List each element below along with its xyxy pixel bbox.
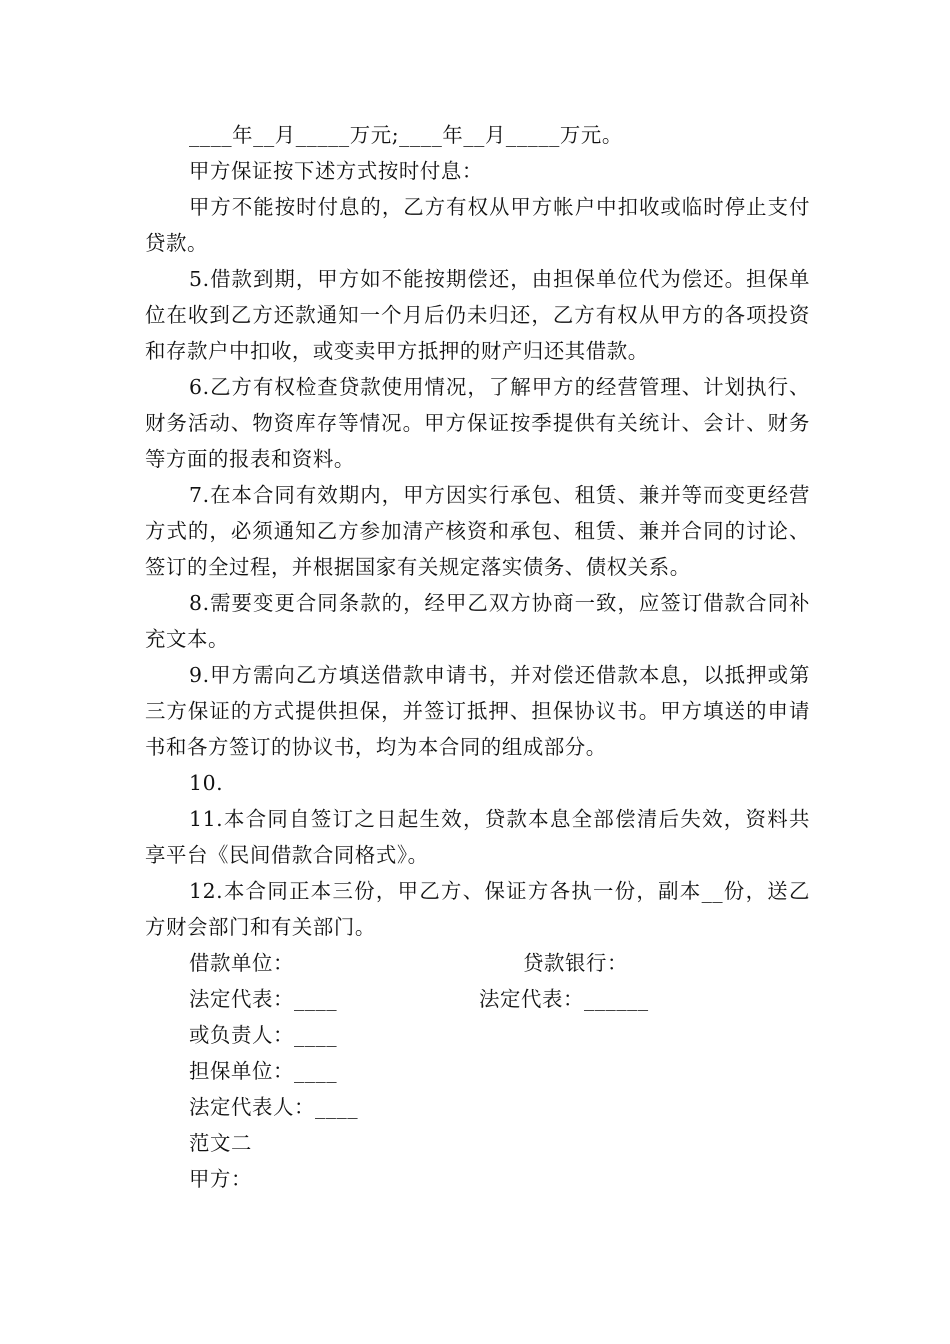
party-a-label: 甲方： (189, 1167, 252, 1191)
clause-11: 11.本合同自签订之日起生效，贷款本息全部偿清后失效，资料共享平台《民间借款合同格式》。 (145, 807, 810, 867)
clause-6: 6.乙方有权检查贷款使用情况，了解甲方的经营管理、计划执行、财务活动、物资库存等情况。甲方保证按季提供有关统计、会计、财务等方面的报表和资料。 (145, 375, 810, 471)
signature-row-legal-representative (145, 1089, 810, 1125)
clause-10: 10. (189, 771, 224, 795)
signature-row-responsible (145, 1017, 810, 1053)
lending-bank-label: 贷款银行： (523, 951, 628, 975)
section-title-row (145, 1125, 810, 1161)
party-a-row (145, 1161, 810, 1197)
legal-representative-label: 法定代表人：____ (189, 1095, 359, 1119)
legal-rep-left-label: 法定代表：____ (189, 987, 338, 1011)
clause-12: 12.本合同正本三份，甲乙方、保证方各执一份，副本__份，送乙方财会部门和有关部门。 (145, 879, 810, 939)
paragraph-interest-method: 甲方保证按下述方式按时付息： (189, 159, 483, 183)
clause-5: 5.借款到期，甲方如不能按期偿还，由担保单位代为偿还。担保单位在收到乙方还款通知一个月后仍未归还，乙方有权从甲方的各项投资和存款户中扣收，或变卖甲方抵押的财产归还其借款。 (145, 267, 810, 363)
paragraph-payment-schedule: ____年__月_____万元;____年__月_____万元。 (189, 123, 623, 147)
section-title: 范文二 (189, 1131, 252, 1155)
signature-row-legal-reps (145, 981, 810, 1017)
borrower-unit-label: 借款单位： (189, 951, 294, 975)
signature-row-units (145, 945, 810, 981)
clause-8: 8.需要变更合同条款的，经甲乙双方协商一致，应签订借款合同补充文本。 (145, 591, 810, 651)
legal-rep-right-label: 法定代表：______ (479, 987, 649, 1011)
clause-9: 9.甲方需向乙方填送借款申请书，并对偿还借款本息，以抵押或第三方保证的方式提供担保，并签订抵押、担保协议书。甲方填送的申请书和各方签订的协议书，均为本合同的组成部分。 (145, 663, 810, 759)
document-body (145, 117, 810, 1197)
paragraph-late-interest: 甲方不能按时付息的，乙方有权从甲方帐户中扣收或临时停止支付贷款。 (145, 195, 810, 255)
guarantor-unit-label: 担保单位：____ (189, 1059, 338, 1083)
responsible-person-label: 或负责人：____ (189, 1023, 338, 1047)
clause-7: 7.在本合同有效期内，甲方因实行承包、租赁、兼并等而变更经营方式的，必须通知乙方参加清产核资和承包、租赁、兼并合同的讨论、签订的全过程，并根据国家有关规定落实债务、债权关系。 (145, 483, 810, 579)
signature-row-guarantor (145, 1053, 810, 1089)
